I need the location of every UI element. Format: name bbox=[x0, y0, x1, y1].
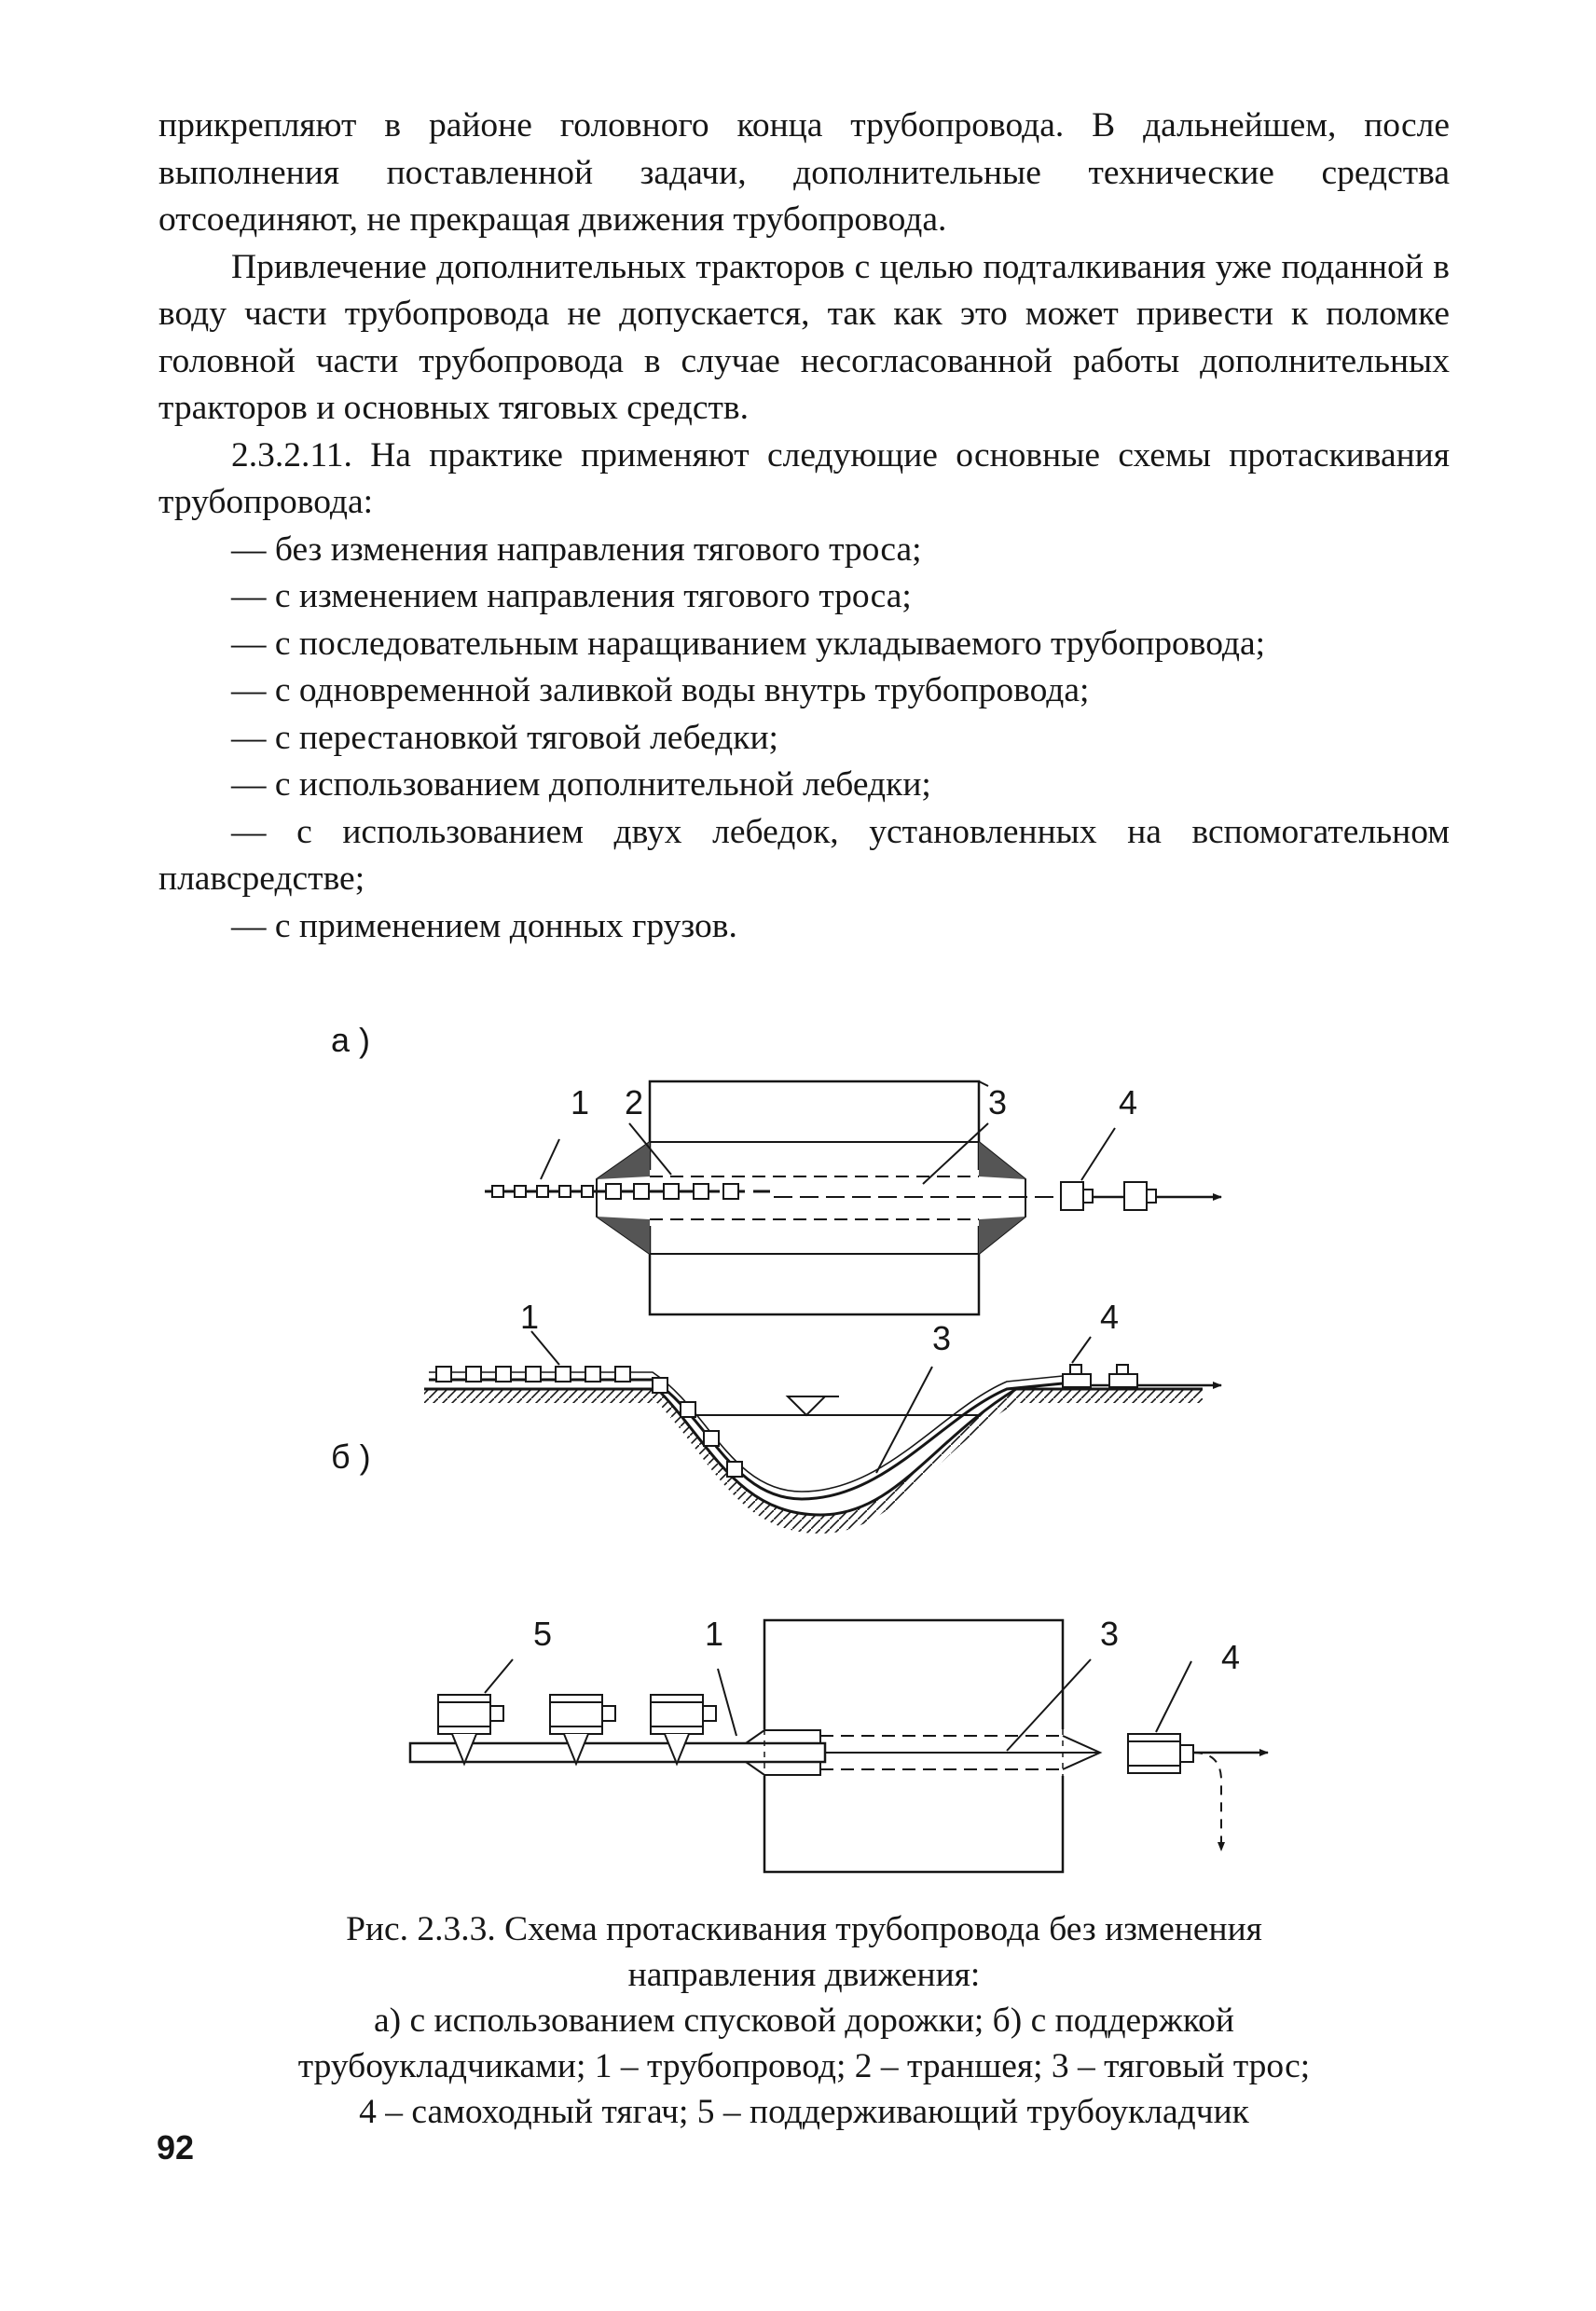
diagram-a-plan bbox=[485, 1081, 1221, 1314]
svg-text:4: 4 bbox=[1221, 1638, 1241, 1676]
list-item: — с перестановкой тяговой лебедки; bbox=[231, 718, 778, 757]
tractor bbox=[1063, 1365, 1137, 1387]
diagram-a-profile-numbers bbox=[520, 1298, 1119, 1357]
launch-track bbox=[597, 1142, 1025, 1254]
page-number: 92 bbox=[157, 2128, 195, 2167]
list-item: — с одновременной заливкой воды внутрь трубопровода; bbox=[231, 671, 1090, 709]
list-item: — с использованием двух лебедок, установленных на вспомогательном плавсредстве; bbox=[158, 812, 1450, 898]
svg-text:1: 1 bbox=[705, 1615, 724, 1653]
trench-outline bbox=[764, 1620, 1063, 1872]
paragraph-continuation: прикрепляют в районе головного конца трубопровода. В дальнейшем, после выполнения поставленной задачи, дополнительные технические средства отсоединяют, не прекращая движения трубопровода. bbox=[158, 106, 1450, 239]
list-item: — с изменением направления тягового троса; bbox=[231, 577, 912, 615]
tractor bbox=[1128, 1734, 1193, 1773]
svg-text:4: 4 bbox=[1119, 1083, 1138, 1121]
trench-outline bbox=[650, 1081, 979, 1314]
svg-text:3: 3 bbox=[1100, 1615, 1120, 1653]
paragraph-tractors: Привлечение дополнительных тракторов с целью подталкивания уже поданной в воду части трубопровода не допускается, так как это может привести к поломке головной части трубопровода в случае несогласованной работы дополнительных тракторов и основных тяговых средств. bbox=[158, 247, 1450, 427]
diagram-a-plan-numbers bbox=[571, 1083, 1137, 1121]
tractor bbox=[1061, 1182, 1156, 1210]
svg-text:1: 1 bbox=[520, 1298, 540, 1336]
caption-line: 4 – самоходный тягач; 5 – поддерживающий трубоукладчик bbox=[359, 2093, 1249, 2131]
pipeline-supports bbox=[492, 1184, 738, 1199]
caption-line: направления движения: bbox=[627, 1956, 981, 1994]
figure-label-a: а ) bbox=[331, 1021, 371, 1059]
figure-label-b: б ) bbox=[331, 1437, 371, 1476]
caption-line: трубоукладчиками; 1 – трубопровод; 2 – траншея; 3 – тяговый трос; bbox=[297, 2047, 1311, 2085]
pipeline bbox=[429, 1380, 1063, 1499]
svg-text:5: 5 bbox=[533, 1615, 553, 1653]
pipelayer-group bbox=[438, 1695, 716, 1764]
pipeline bbox=[410, 1743, 825, 1762]
schemes-list bbox=[158, 527, 1450, 951]
pipeline-supports bbox=[436, 1367, 742, 1477]
diagram-b bbox=[410, 1620, 1268, 1872]
list-item: — с последовательным наращиванием укладываемого трубопровода; bbox=[231, 624, 1266, 663]
svg-text:3: 3 bbox=[988, 1083, 1008, 1121]
svg-text:4: 4 bbox=[1100, 1298, 1120, 1336]
body-text bbox=[158, 103, 1450, 950]
svg-text:1: 1 bbox=[571, 1083, 590, 1121]
list-item: — с применением донных грузов. bbox=[231, 906, 737, 945]
caption-line: а) с использованием спусковой дорожки; б) с поддержкой bbox=[374, 2001, 1234, 2040]
diagram-b-numbers bbox=[533, 1615, 1240, 1676]
list-item: — с использованием дополнительной лебедки; bbox=[231, 765, 931, 804]
list-item: — без изменения направления тягового троса; bbox=[231, 530, 922, 569]
svg-text:3: 3 bbox=[932, 1319, 952, 1357]
figure-caption bbox=[158, 1906, 1450, 2135]
svg-text:2: 2 bbox=[625, 1083, 644, 1121]
paragraph-schemes-intro: 2.3.2.11. На практике применяют следующие основные схемы протаскивания трубопровода: bbox=[158, 435, 1450, 521]
ground-profile bbox=[424, 1389, 1203, 1515]
diagram-a-profile bbox=[424, 1331, 1221, 1534]
caption-line: Рис. 2.3.3. Схема протаскивания трубопровода без изменения bbox=[346, 1910, 1262, 1948]
